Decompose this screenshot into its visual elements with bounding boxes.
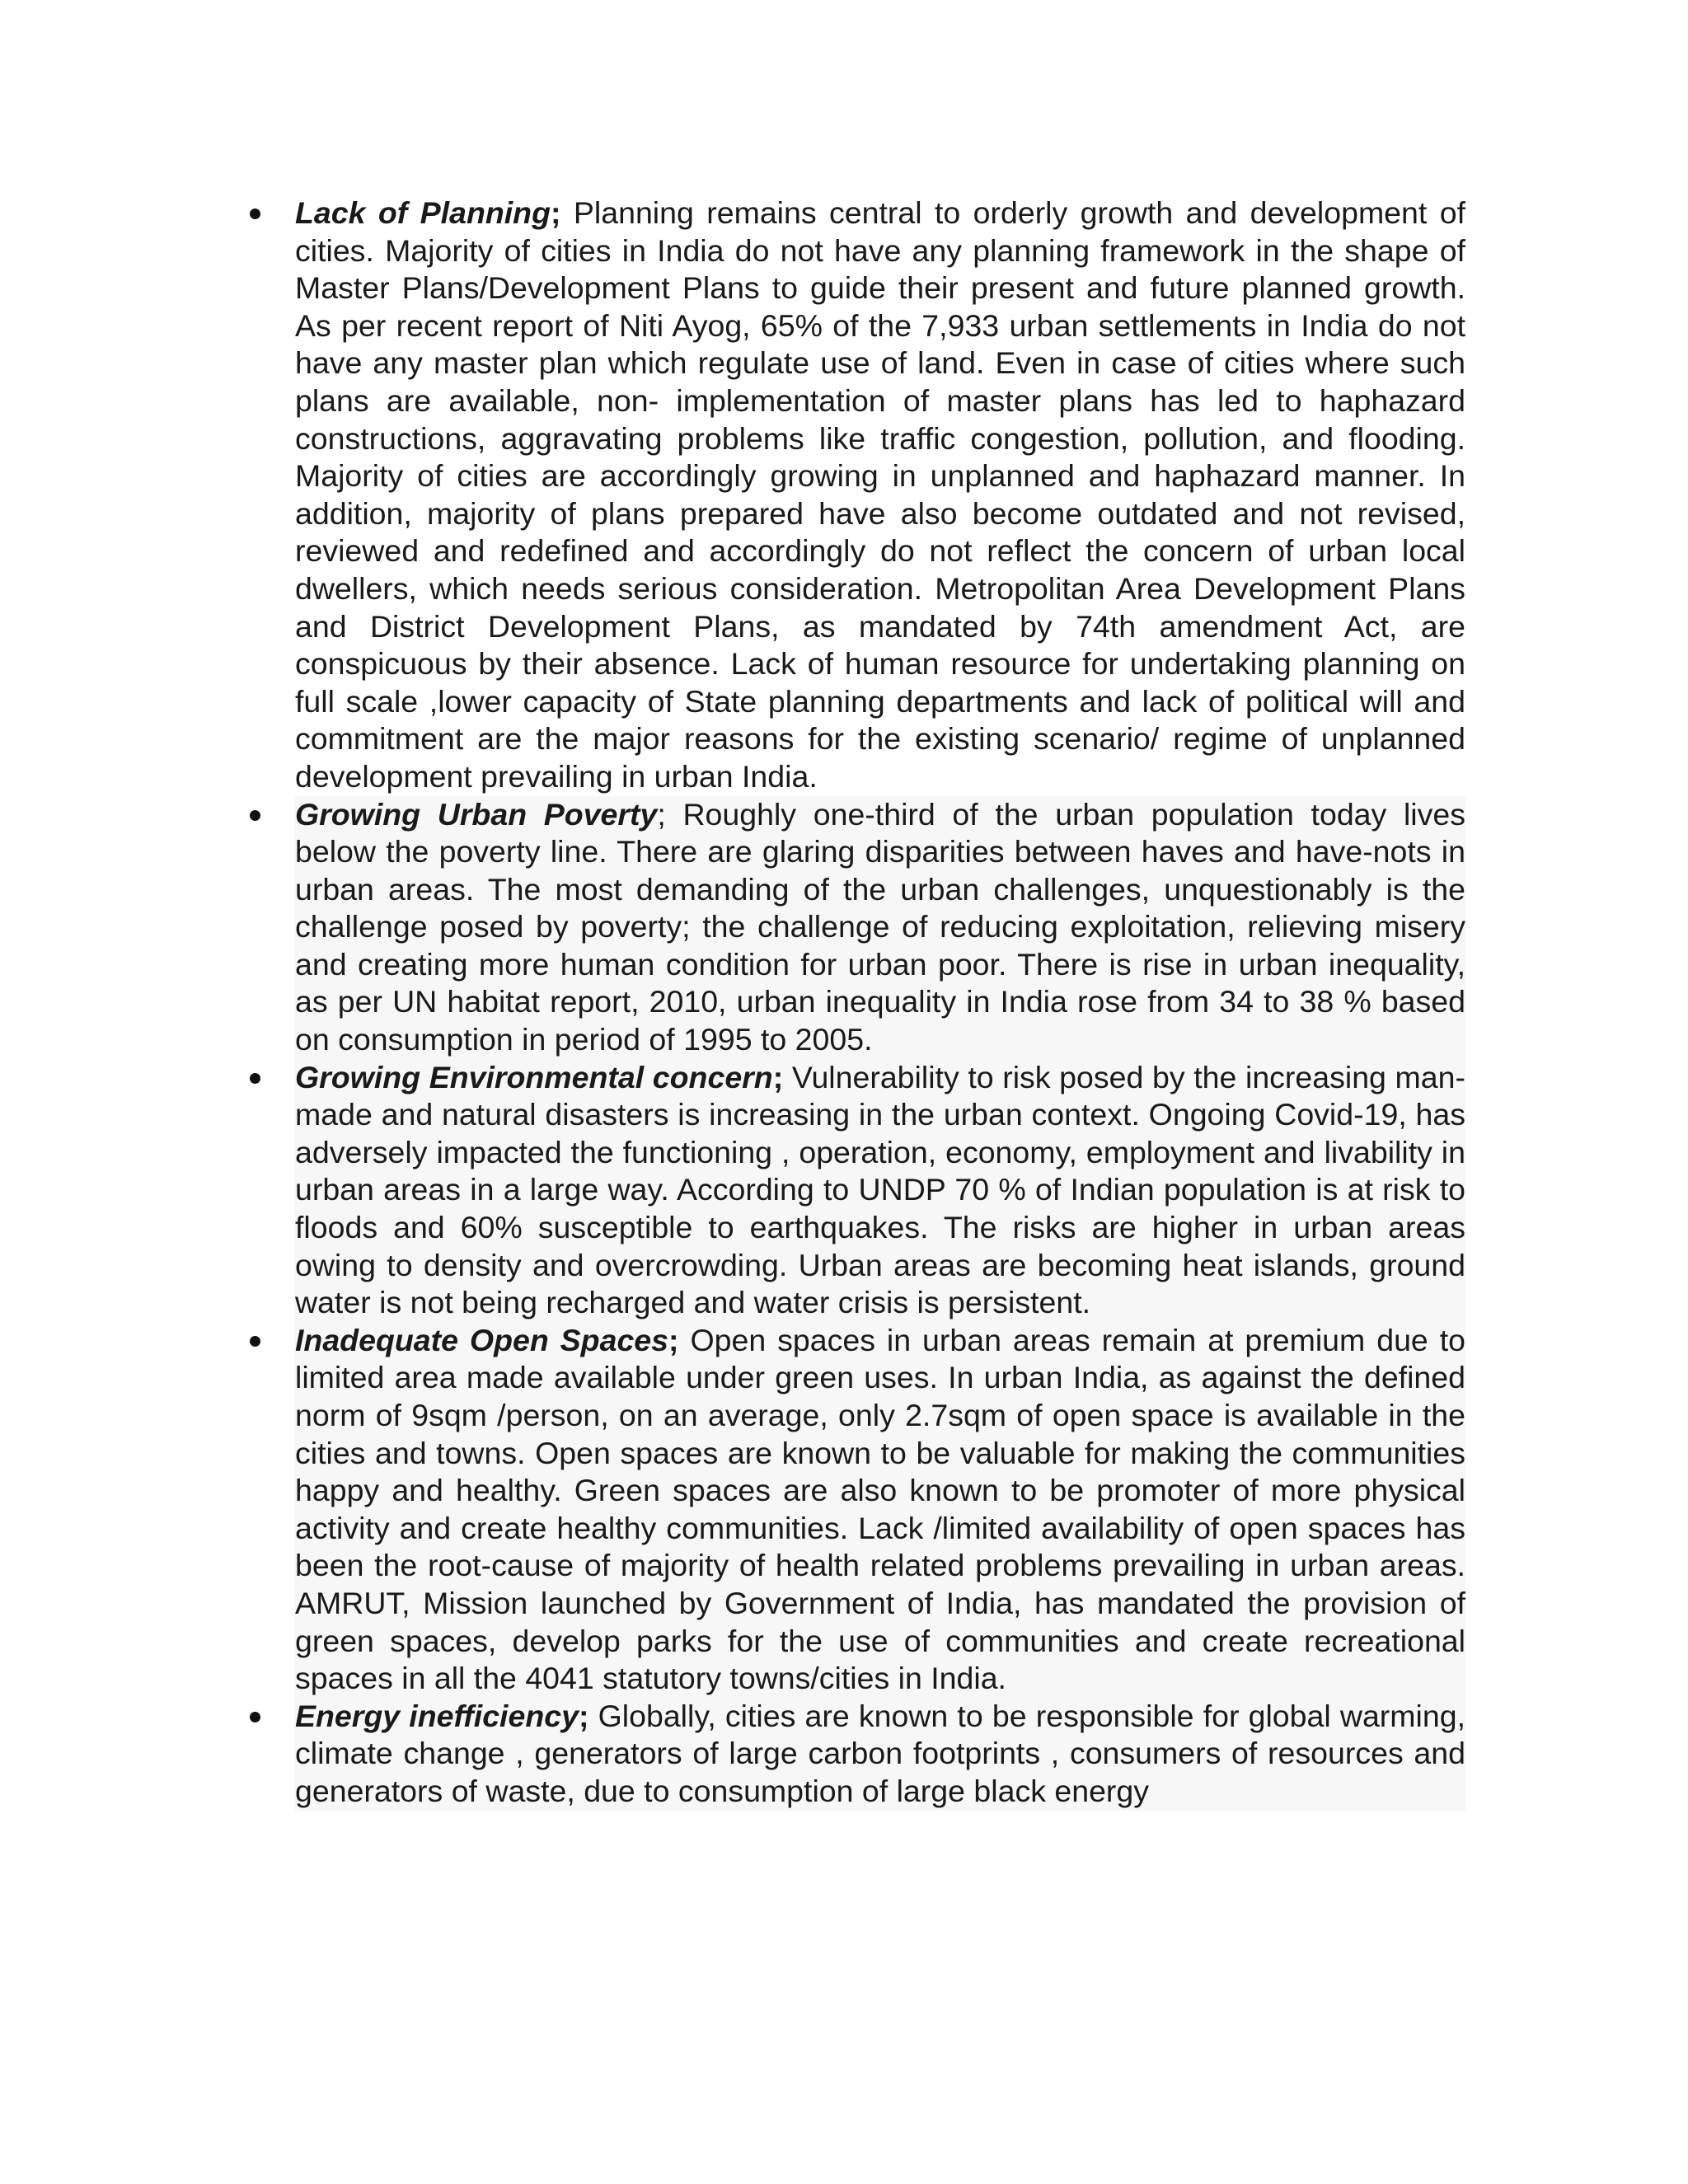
bullet-term: Growing Urban Poverty <box>295 796 658 832</box>
bullet-separator: ; <box>657 796 666 832</box>
challenges-bullet-list <box>295 194 1465 1811</box>
bullet-term: Lack of Planning <box>295 195 551 230</box>
bullet-dot-icon <box>250 1336 260 1347</box>
bullet-growing-environmental-concern <box>295 1059 1465 1322</box>
bullet-energy-inefficiency <box>295 1698 1465 1811</box>
bullet-separator: ; <box>551 195 561 230</box>
bullet-lack-of-planning <box>295 194 1465 796</box>
bullet-text: Open spaces in urban areas remain at premium due to limited area made available under green uses. In urban India, as against the defined norm of 9sqm /person, on an average, only 2.7sqm of open space is available in the cities and towns. Open spaces are known to be valuable for making the communities happy and healthy. Green spaces are also known to be promoter of more physical activity and create healthy communities. Lack /limited availability of open spaces has been the root-cause of majority of health related problems prevailing in urban areas. AMRUT, Mission launched by Government of India, has mandated the provision of green spaces, develop parks for the use of communities and create recreational spaces in all the 4041 statutory towns/cities in India. <box>295 1322 1465 1696</box>
bullet-term: Growing Environmental concern <box>295 1059 773 1094</box>
bullet-inadequate-open-spaces <box>295 1322 1465 1698</box>
bullet-separator: ; <box>578 1698 589 1733</box>
bullet-dot-icon <box>250 1073 260 1084</box>
bullet-term: Energy inefficiency <box>295 1698 579 1733</box>
bullet-dot-icon <box>250 1712 260 1722</box>
bullet-dot-icon <box>250 810 260 821</box>
bullet-text: Planning remains central to orderly growth and development of cities. Majority of cities in India do not have any planning framework in the shape of Master Plans/Development Plans to guide their present and future planned growth. As per recent report of Niti Ayog, 65% of the 7,933 urban settlements in India do not have any master plan which regulate use of land. Even in case of cities where such plans are available, non- implementation of master plans has led to haphazard constructions, aggravating problems like traffic congestion, pollution, and flooding. Majority of cities are accordingly growing in unplanned and haphazard manner. In addition, majority of plans prepared have also become outdated and not revised, reviewed and redefined and accordingly do not reflect the concern of urban local dwellers, which needs serious consideration. Metropolitan Area Development Plans and District Development Plans, as mandated by 74th amendment Act, are conspicuous by their absence. Lack of human resource for undertaking planning on full scale ,lower capacity of State planning departments and lack of political will and commitment are the major reasons for the existing scenario/ regime of unplanned development prevailing in urban India. <box>295 195 1465 794</box>
bullet-separator: ; <box>772 1059 784 1094</box>
bullet-separator: ; <box>668 1322 679 1357</box>
bullet-growing-urban-poverty <box>295 796 1465 1059</box>
bullet-term: Inadequate Open Spaces <box>295 1322 669 1357</box>
bullet-text: Vulnerability to risk posed by the increasing man-made and natural disasters is increasing in the urban context. Ongoing Covid-19, has adversely impacted the functioning , operation, economy, employment and livability in urban areas in a large way. According to UNDP 70 % of Indian population is at risk to floods and 60% susceptible to earthquakes. The risks are higher in urban areas owing to density and overcrowding. Urban areas are becoming heat islands, ground water is not being recharged and water crisis is persistent. <box>295 1059 1465 1320</box>
bullet-text: Roughly one-third of the urban population today lives below the poverty line. There are glaring disparities between haves and have-nots in urban areas. The most demanding of the urban challenges, unquestionably is the challenge posed by poverty; the challenge of reducing exploitation, relieving misery and creating more human condition for urban poor. There is rise in urban inequality, as per UN habitat report, 2010, urban inequality in India rose from 34 to 38 % based on consumption in period of 1995 to 2005. <box>295 796 1465 1057</box>
bullet-dot-icon <box>250 209 260 219</box>
bullet-text: Globally, cities are known to be responsible for global warming, climate change , generators of large carbon footprints , consumers of resources and generators of waste, due to consumption of large black energy <box>295 1698 1465 1808</box>
